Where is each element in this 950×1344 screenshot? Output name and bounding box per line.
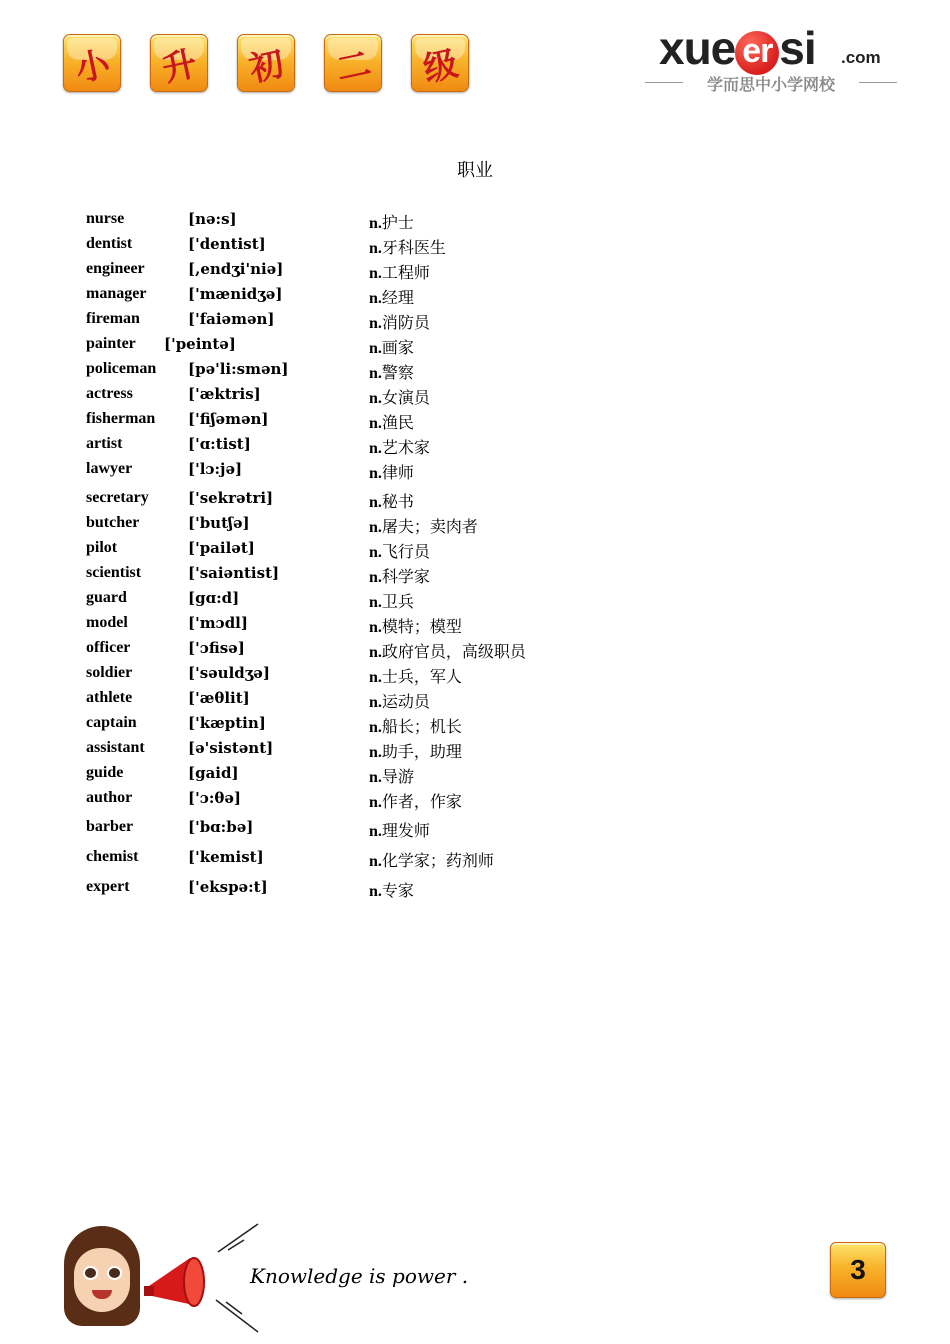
header-tile [324,34,382,92]
vocab-phonetic: [nə:s] [188,210,237,228]
vocab-word: pilot [86,539,118,556]
vocab-word: assistant [86,739,145,756]
vocab-word: nurse [86,210,125,227]
vocab-meaning [369,689,430,712]
vocab-phonetic: ['bɑ:bə] [188,818,254,836]
vocab-word: actress [86,385,133,402]
vocab-word: author [86,789,133,806]
vocab-row [0,335,950,357]
tile-char: 升 [158,43,201,90]
vocab-word: fireman [86,310,140,327]
vocab-row [0,664,950,686]
meaning-text: 警察 [381,363,414,382]
vocab-word: policeman [86,360,157,377]
vocab-row [0,310,950,332]
vocab-phonetic: ['kæptin] [188,714,266,732]
vocab-phonetic: ['æθlit] [188,689,250,707]
part-of-speech: n. [369,569,382,586]
vocab-meaning [369,260,430,283]
part-of-speech: n. [369,619,382,636]
vocab-meaning [369,714,462,737]
vocab-meaning [369,664,462,687]
vocab-phonetic: ['mɔdl] [188,614,248,632]
vocab-phonetic: ['peintə] [164,335,236,353]
meaning-text: 卫兵 [381,592,414,611]
meaning-text: 消防员 [381,313,430,332]
part-of-speech: n. [369,669,382,686]
logo-subtitle: 学而思中小学网校 [706,75,835,94]
vocab-phonetic: ['æktris] [188,385,261,403]
vocab-word: barber [86,818,134,835]
part-of-speech: n. [369,465,382,482]
vocab-phonetic: ['lɔ:jə] [188,460,243,478]
vocab-row [0,589,950,611]
vocab-phonetic: ['pailət] [188,539,255,557]
vocab-phonetic: ['ɑ:tist] [188,435,251,453]
vocab-word: expert [86,878,130,895]
meaning-text: 作者，作家 [381,792,462,811]
meaning-text: 科学家 [381,567,430,586]
meaning-text: 护士 [381,213,414,232]
logo-wordmark: xue er si [659,22,816,74]
header-tile [150,34,208,92]
vocab-word: butcher [86,514,140,531]
part-of-speech: n. [369,594,382,611]
vocab-word: lawyer [86,460,133,477]
vocab-row [0,210,950,232]
meaning-text: 士兵，军人 [381,667,462,686]
meaning-text: 屠夫；卖肉者 [381,517,478,536]
vocab-word: captain [86,714,137,731]
vocab-meaning [369,285,414,308]
part-of-speech: n. [369,440,382,457]
vocab-word: artist [86,435,123,452]
meaning-text: 画家 [381,338,414,357]
part-of-speech: n. [369,415,382,432]
vocab-phonetic: ['ɔfisə] [188,639,245,657]
meaning-text: 律师 [381,463,414,482]
vocab-word: painter [86,335,136,352]
vocab-meaning [369,514,478,537]
vocab-word: engineer [86,260,145,277]
meaning-text: 政府官员，高级职员 [381,642,526,661]
vocab-row [0,764,950,786]
vocab-row [0,489,950,511]
vocab-phonetic: ['dentist] [188,235,266,253]
vocab-meaning [369,789,462,812]
meaning-text: 模特；模型 [381,617,462,636]
vocab-meaning [369,614,462,637]
vocab-word: model [86,614,128,631]
vocab-meaning [369,335,414,358]
vocab-word: fisherman [86,410,156,427]
vocab-phonetic: ['sekrətri] [188,489,274,507]
vocab-row [0,235,950,257]
vocab-word: chemist [86,848,139,865]
vocab-meaning [369,489,414,512]
megaphone-icon [142,1252,212,1312]
part-of-speech: n. [369,853,382,870]
part-of-speech: n. [369,215,382,232]
vocab-phonetic: [ə'sistənt] [188,739,274,757]
vocab-row [0,818,950,840]
part-of-speech: n. [369,644,382,661]
logo-er-badge: er [735,31,779,75]
vocab-row [0,714,950,736]
meaning-text: 经理 [381,288,414,307]
teacher-mascot-icon [62,1222,142,1326]
meaning-text: 飞行员 [381,542,430,561]
vocab-row [0,789,950,811]
meaning-text: 专家 [381,881,414,900]
vocab-row [0,385,950,407]
vocab-phonetic: ['mænidʒə] [188,285,283,303]
meaning-text: 女演员 [381,388,430,407]
vocab-row [0,410,950,432]
vocab-row [0,614,950,636]
tile-char: 初 [245,43,288,90]
vocab-meaning [369,764,414,787]
vocab-phonetic: ['butʃə] [188,514,250,532]
part-of-speech: n. [369,694,382,711]
vocab-meaning [369,878,414,901]
meaning-text: 助手，助理 [381,742,462,761]
part-of-speech: n. [369,240,382,257]
vocab-row [0,514,950,536]
meaning-text: 渔民 [381,413,414,432]
vocab-meaning [369,589,414,612]
vocab-meaning [369,539,430,562]
vocab-row [0,878,950,900]
page-number: 3 [830,1242,886,1298]
meaning-text: 工程师 [381,263,430,282]
vocab-word: soldier [86,664,133,681]
vocab-meaning [369,739,462,762]
vocab-phonetic: ['ɔ:θə] [188,789,242,807]
vocab-row [0,460,950,482]
meaning-text: 牙科医生 [381,238,446,257]
xueersi-logo [645,22,900,102]
vocab-word: guide [86,764,124,781]
footer-quote: Knowledge is power . [250,1264,469,1288]
vocab-phonetic: ['saiəntist] [188,564,280,582]
vocab-word: manager [86,285,147,302]
vocab-word: secretary [86,489,149,506]
vocab-row [0,564,950,586]
vocab-phonetic: ['fiʃəmən] [188,410,269,428]
part-of-speech: n. [369,365,382,382]
meaning-text: 船长；机长 [381,717,462,736]
vocab-row [0,260,950,282]
vocab-phonetic: ['faiəmən] [188,310,275,328]
vocab-word: officer [86,639,131,656]
part-of-speech: n. [369,744,382,761]
vocab-meaning [369,210,414,233]
page-title: 职业 [457,160,493,181]
part-of-speech: n. [369,315,382,332]
header-tile [237,34,295,92]
meaning-text: 艺术家 [381,438,430,457]
vocab-meaning [369,310,430,333]
meaning-text: 化学家；药剂师 [381,851,494,870]
vocab-word: dentist [86,235,133,252]
vocab-row [0,435,950,457]
vocab-meaning [369,385,430,408]
vocab-row [0,689,950,711]
meaning-text: 导游 [381,767,414,786]
vocab-meaning [369,564,430,587]
vocab-word: guard [86,589,127,606]
part-of-speech: n. [369,883,382,900]
vocab-word: scientist [86,564,142,581]
vocab-phonetic: [pə'li:smən] [188,360,289,378]
vocab-row [0,639,950,661]
vocab-meaning [369,235,446,258]
tile-char: 小 [71,43,114,90]
vocab-row [0,285,950,307]
part-of-speech: n. [369,794,382,811]
part-of-speech: n. [369,719,382,736]
part-of-speech: n. [369,544,382,561]
vocab-row [0,848,950,870]
meaning-text: 运动员 [381,692,430,711]
vocab-row [0,539,950,561]
vocab-meaning [369,818,430,841]
part-of-speech: n. [369,519,382,536]
vocab-meaning [369,848,494,871]
vocab-phonetic: [gaid] [188,764,239,782]
vocab-phonetic: [gɑ:d] [188,589,240,607]
part-of-speech: n. [369,494,382,511]
part-of-speech: n. [369,290,382,307]
meaning-text: 秘书 [381,492,414,511]
header-tile [63,34,121,92]
header-tile [411,34,469,92]
vocab-phonetic: [,endʒi'niə] [188,260,284,278]
tile-char: 二 [332,43,375,90]
vocab-phonetic: ['ekspə:t] [188,878,268,896]
logo-domain: .com [841,48,881,67]
vocab-meaning [369,360,414,383]
part-of-speech: n. [369,769,382,786]
vocab-meaning [369,639,526,662]
vocab-meaning [369,460,414,483]
vocab-row [0,739,950,761]
vocab-meaning [369,410,414,433]
vocab-word: athlete [86,689,133,706]
part-of-speech: n. [369,390,382,407]
vocab-meaning [369,435,430,458]
vocab-phonetic: ['kemist] [188,848,264,866]
vocab-phonetic: ['səuldʒə] [188,664,270,682]
part-of-speech: n. [369,823,382,840]
vocab-row [0,360,950,382]
part-of-speech: n. [369,340,382,357]
tile-char: 级 [419,43,462,90]
meaning-text: 理发师 [381,821,430,840]
part-of-speech: n. [369,265,382,282]
